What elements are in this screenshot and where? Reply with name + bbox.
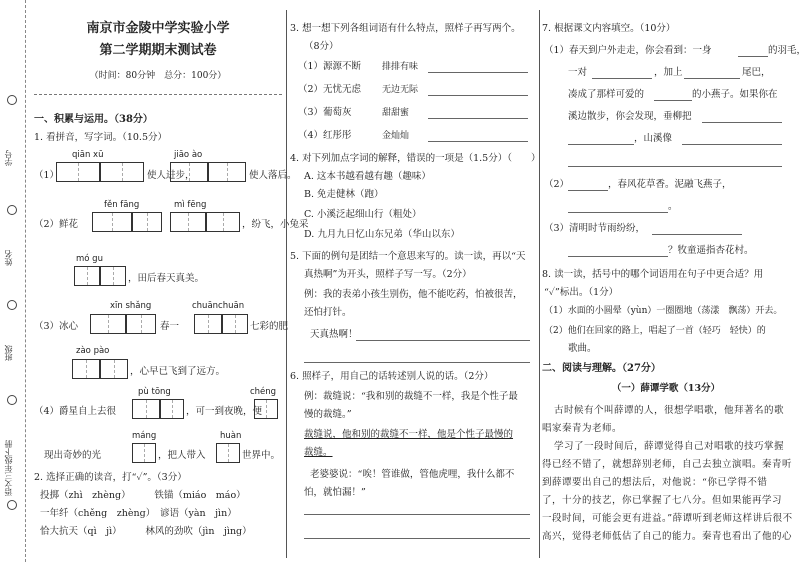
handwritten-answer: 无边无际	[382, 85, 419, 95]
pinyin: jiāo ào	[174, 150, 203, 160]
question-2: 2. 选择正确的读音，打“✓”。（3分）	[34, 472, 187, 483]
writing-box[interactable]	[74, 266, 100, 286]
example-answer: 裁缝。	[304, 447, 333, 458]
fill-text: （3）清明时节雨纷纷，	[544, 223, 646, 234]
item-prefix: （4）爵星自上去很	[34, 406, 117, 417]
question-5-cont: 真热啊”为开头，照样子写一写。（2分）	[304, 269, 472, 280]
example-sentence: 例：裁缝说：“我和别的裁缝不一样，我是个性子最	[304, 391, 518, 402]
passage-line: 高兴，觉得老师低估了自己的能力。秦青也看出了他的心	[542, 531, 793, 542]
writing-box[interactable]	[206, 212, 240, 232]
question-8: 8. 读一读，括号中的哪个词语用在句子中更合适？用	[542, 269, 764, 280]
item-text: 使人进步，	[147, 170, 195, 181]
binding-hole-icon	[7, 395, 17, 405]
item-text: ，田后春天真美。	[128, 273, 205, 284]
pronunciation-line[interactable]: 投掷（zhì zhèng） 铁锚（miáo máo）	[40, 490, 246, 501]
answer-line[interactable]	[304, 362, 530, 363]
example-sentence: 例：我的表弟小孩生别伤，他不能吃药，怕被很苦，	[304, 289, 523, 300]
fill-text: 的羽毛，	[768, 45, 806, 56]
pinyin: fěn fāng	[104, 200, 140, 210]
answer-line[interactable]	[738, 56, 768, 57]
column-3	[542, 14, 806, 556]
binding-hole-icon	[7, 300, 17, 310]
question-6: 6. 照样子，用自己的话转述别人说的话。（2分）	[290, 371, 494, 382]
question-1: 1. 看拼音，写字词。（10.5分）	[34, 132, 167, 143]
option[interactable]: C. 小溪泛起细山行（粗处）	[304, 209, 422, 220]
passage-title: （一）薛谭学歌（13分）	[611, 383, 721, 394]
passage-line: 了，十分的技艺，你已掌握了七八分。但如果能再学习	[542, 495, 783, 506]
writing-box[interactable]	[92, 212, 132, 232]
prompt-sentence: 老婆婆说：“唉！管谁做，管他虎哩，我什么都不	[310, 469, 515, 480]
pinyin: zào pào	[76, 346, 110, 356]
writing-box[interactable]	[216, 443, 240, 463]
question-5: 5. 下面的例句是团结一个意思来写的。读一读，再以“天	[290, 251, 526, 262]
item-prefix: （3）冰心	[34, 321, 79, 332]
writing-box[interactable]	[90, 314, 126, 334]
writing-box[interactable]	[72, 359, 100, 379]
item-prefix: 现出奇妙的光	[44, 450, 102, 461]
q3-example: （4）红彤彤	[298, 130, 352, 141]
item-text: 世界中。	[242, 450, 281, 461]
writing-box[interactable]	[208, 162, 246, 182]
writing-box[interactable]	[222, 314, 248, 334]
option[interactable]: D. 九月九日忆山东兄弟（华山以东）	[304, 229, 460, 240]
fill-text: 。	[668, 201, 678, 212]
choice-sentence[interactable]: （1）水面的小圆晕（yùn）一圈圈地（荡漾 飘荡）开去。	[544, 306, 783, 316]
answer-line[interactable]	[682, 144, 782, 145]
answer-line[interactable]	[654, 100, 692, 101]
pinyin: mì fēng	[174, 200, 207, 210]
question-8-cont: “✓”标出。（1分）	[544, 287, 619, 298]
answer-line[interactable]	[568, 166, 782, 167]
item-prefix: （1）	[34, 170, 60, 181]
title-rule	[34, 94, 282, 95]
exam-meta: （时间：80分钟 总分：100分）	[89, 71, 227, 81]
question-4: 4. 对下列加点字词的解释，错误的一项是（1.5分）（ ）	[290, 153, 541, 164]
item-text: 七彩的肥	[250, 321, 289, 332]
option[interactable]: B. 免走健林（跑）	[304, 189, 384, 200]
pronunciation-line[interactable]: 恰大抗天（qì jì） 林风的劲吹（jìn jìng）	[40, 526, 252, 537]
fill-text: 尾巴，	[742, 67, 771, 78]
writing-box[interactable]	[100, 266, 126, 286]
fill-text: ？牧童遥指杏花村。	[668, 245, 754, 256]
margin-label-class: 班级	[4, 345, 13, 361]
margin-label-subject: 语文三年级下册	[4, 440, 13, 496]
pronunciation-line[interactable]: 一年纤（chěng zhèng） 谚语（yàn jìn）	[40, 508, 237, 519]
fill-text: （2）	[544, 179, 570, 190]
binding-hole-icon	[7, 500, 17, 510]
answer-line[interactable]	[356, 340, 530, 341]
answer-line[interactable]	[568, 256, 668, 257]
fill-text: ，加上	[654, 67, 683, 78]
answer-line[interactable]	[428, 118, 528, 119]
binding-hole-icon	[7, 95, 17, 105]
writing-box[interactable]	[160, 399, 184, 419]
q3-example: （1）源源不断	[298, 61, 362, 72]
item-prefix: （2）鲜花	[34, 219, 79, 230]
pinyin: xīn shǎng	[110, 301, 152, 311]
option[interactable]: A. 这本书越看越有趣（趣味）	[304, 171, 431, 182]
fill-text: ，春风花草香。泥融飞燕子，	[608, 179, 732, 190]
pinyin: huàn	[220, 431, 242, 441]
writing-box[interactable]	[132, 399, 160, 419]
answer-line[interactable]	[568, 144, 634, 145]
answer-line[interactable]	[684, 78, 740, 79]
q3-example: （2）无忧无虑	[298, 84, 362, 95]
exam-title: 第二学期期末测试卷	[99, 43, 217, 58]
section-2-heading: 二、阅读与理解。（27分）	[542, 363, 661, 374]
item-text: ，把人带入	[158, 450, 206, 461]
writing-box[interactable]	[194, 314, 222, 334]
margin-label-id: 学号	[4, 150, 13, 166]
answer-lead: 天真热啊！	[310, 329, 358, 340]
question-3: 3. 想一想下列各组词语有什么特点，照样子再写两个。	[290, 23, 521, 34]
writing-box[interactable]	[254, 399, 278, 419]
writing-box[interactable]	[100, 162, 144, 182]
example-sentence: 慢的裁缝。”	[304, 409, 352, 420]
answer-line[interactable]	[304, 514, 530, 515]
writing-box[interactable]	[170, 212, 206, 232]
fill-text: 凑成了那样可爱的	[568, 89, 645, 100]
binding-margin	[0, 0, 26, 562]
writing-box[interactable]	[100, 359, 128, 379]
answer-line[interactable]	[304, 538, 530, 539]
passage-line: 学习了一段时间后，薛谭觉得自己对唱歌的技巧掌握	[554, 441, 785, 452]
passage-line: 古时候有个叫薛谭的人，很想学唱歌，他拜著名的歌	[554, 405, 785, 416]
item-text: 使人落后。	[249, 170, 297, 181]
question-7: 7. 根据课文内容填空。（10分）	[542, 23, 676, 34]
item-text: ，心早已飞到了远方。	[130, 366, 226, 377]
answer-line[interactable]	[428, 95, 528, 96]
pinyin: chéng	[250, 387, 277, 397]
pinyin: qiān xū	[72, 150, 104, 160]
q3-example: （3）葡萄灰	[298, 107, 352, 118]
column-divider	[539, 10, 540, 558]
passage-line: 得已经不错了，就想辞别老师，自己去独立演唱。秦青听	[542, 459, 793, 470]
item-text: 春一	[160, 321, 180, 332]
answer-line[interactable]	[592, 78, 652, 79]
writing-box[interactable]	[126, 314, 156, 334]
fill-text: 溪边散步，你会发现，垂柳把	[568, 111, 692, 122]
answer-line[interactable]	[568, 190, 608, 191]
exam-school-title: 南京市金陵中学实验小学	[86, 21, 230, 36]
fill-text: （1）春天到户外走走，你会看到：一身	[544, 45, 712, 56]
answer-line[interactable]	[568, 212, 668, 213]
binding-hole-icon	[7, 205, 17, 215]
example-answer: 裁缝说，他和别的裁缝不一样，他是个性子最慢的	[304, 429, 514, 440]
pinyin: chuānchuān	[192, 301, 245, 311]
fill-text: ，山溪像	[634, 133, 673, 144]
pinyin: máng	[132, 431, 157, 441]
passage-line: 到薛谭要出自己的想法后，对他说：“你已学得不错	[542, 477, 768, 488]
question-3-score: （8分）	[304, 41, 339, 52]
writing-box[interactable]	[132, 212, 162, 232]
answer-line[interactable]	[428, 141, 528, 142]
fill-text: 一对	[568, 67, 588, 78]
handwritten-answer: 金灿灿	[382, 131, 410, 141]
column-1	[34, 14, 309, 556]
choice-sentence-cont: 歌曲。	[568, 343, 597, 354]
handwritten-answer: 排排有味	[382, 62, 419, 72]
writing-box[interactable]	[132, 443, 156, 463]
section-1-heading: 一、积累与运用。（38分）	[34, 114, 153, 125]
fill-text: 的小燕子。如果你在	[692, 89, 778, 100]
margin-label-name: 姓名	[4, 250, 13, 266]
answer-line[interactable]	[702, 122, 782, 123]
writing-box[interactable]	[170, 162, 208, 182]
pinyin: mó gu	[76, 254, 103, 264]
handwritten-answer: 甜甜蜜	[382, 108, 410, 118]
answer-line[interactable]	[428, 72, 528, 73]
writing-box[interactable]	[56, 162, 100, 182]
item-text: ，可一到夜晚，便	[186, 406, 263, 417]
answer-line[interactable]	[652, 234, 742, 235]
item-text: ，纷飞，小兔采	[242, 219, 309, 230]
passage-line: 一段时间，可能会更有进益。”薛谭听到老师这样讲后很不	[542, 513, 793, 524]
column-2	[290, 14, 541, 556]
example-sentence: 还怕打针。	[304, 307, 352, 318]
column-divider	[286, 10, 287, 558]
pinyin: pù tōng	[138, 387, 171, 397]
choice-sentence[interactable]: （2）他们在回家的路上，唱起了一首（轻巧 轻快）的	[544, 326, 766, 336]
passage-line: 唱家秦青为老师。	[542, 423, 623, 434]
prompt-sentence: 怕，就怕漏！”	[304, 487, 366, 498]
